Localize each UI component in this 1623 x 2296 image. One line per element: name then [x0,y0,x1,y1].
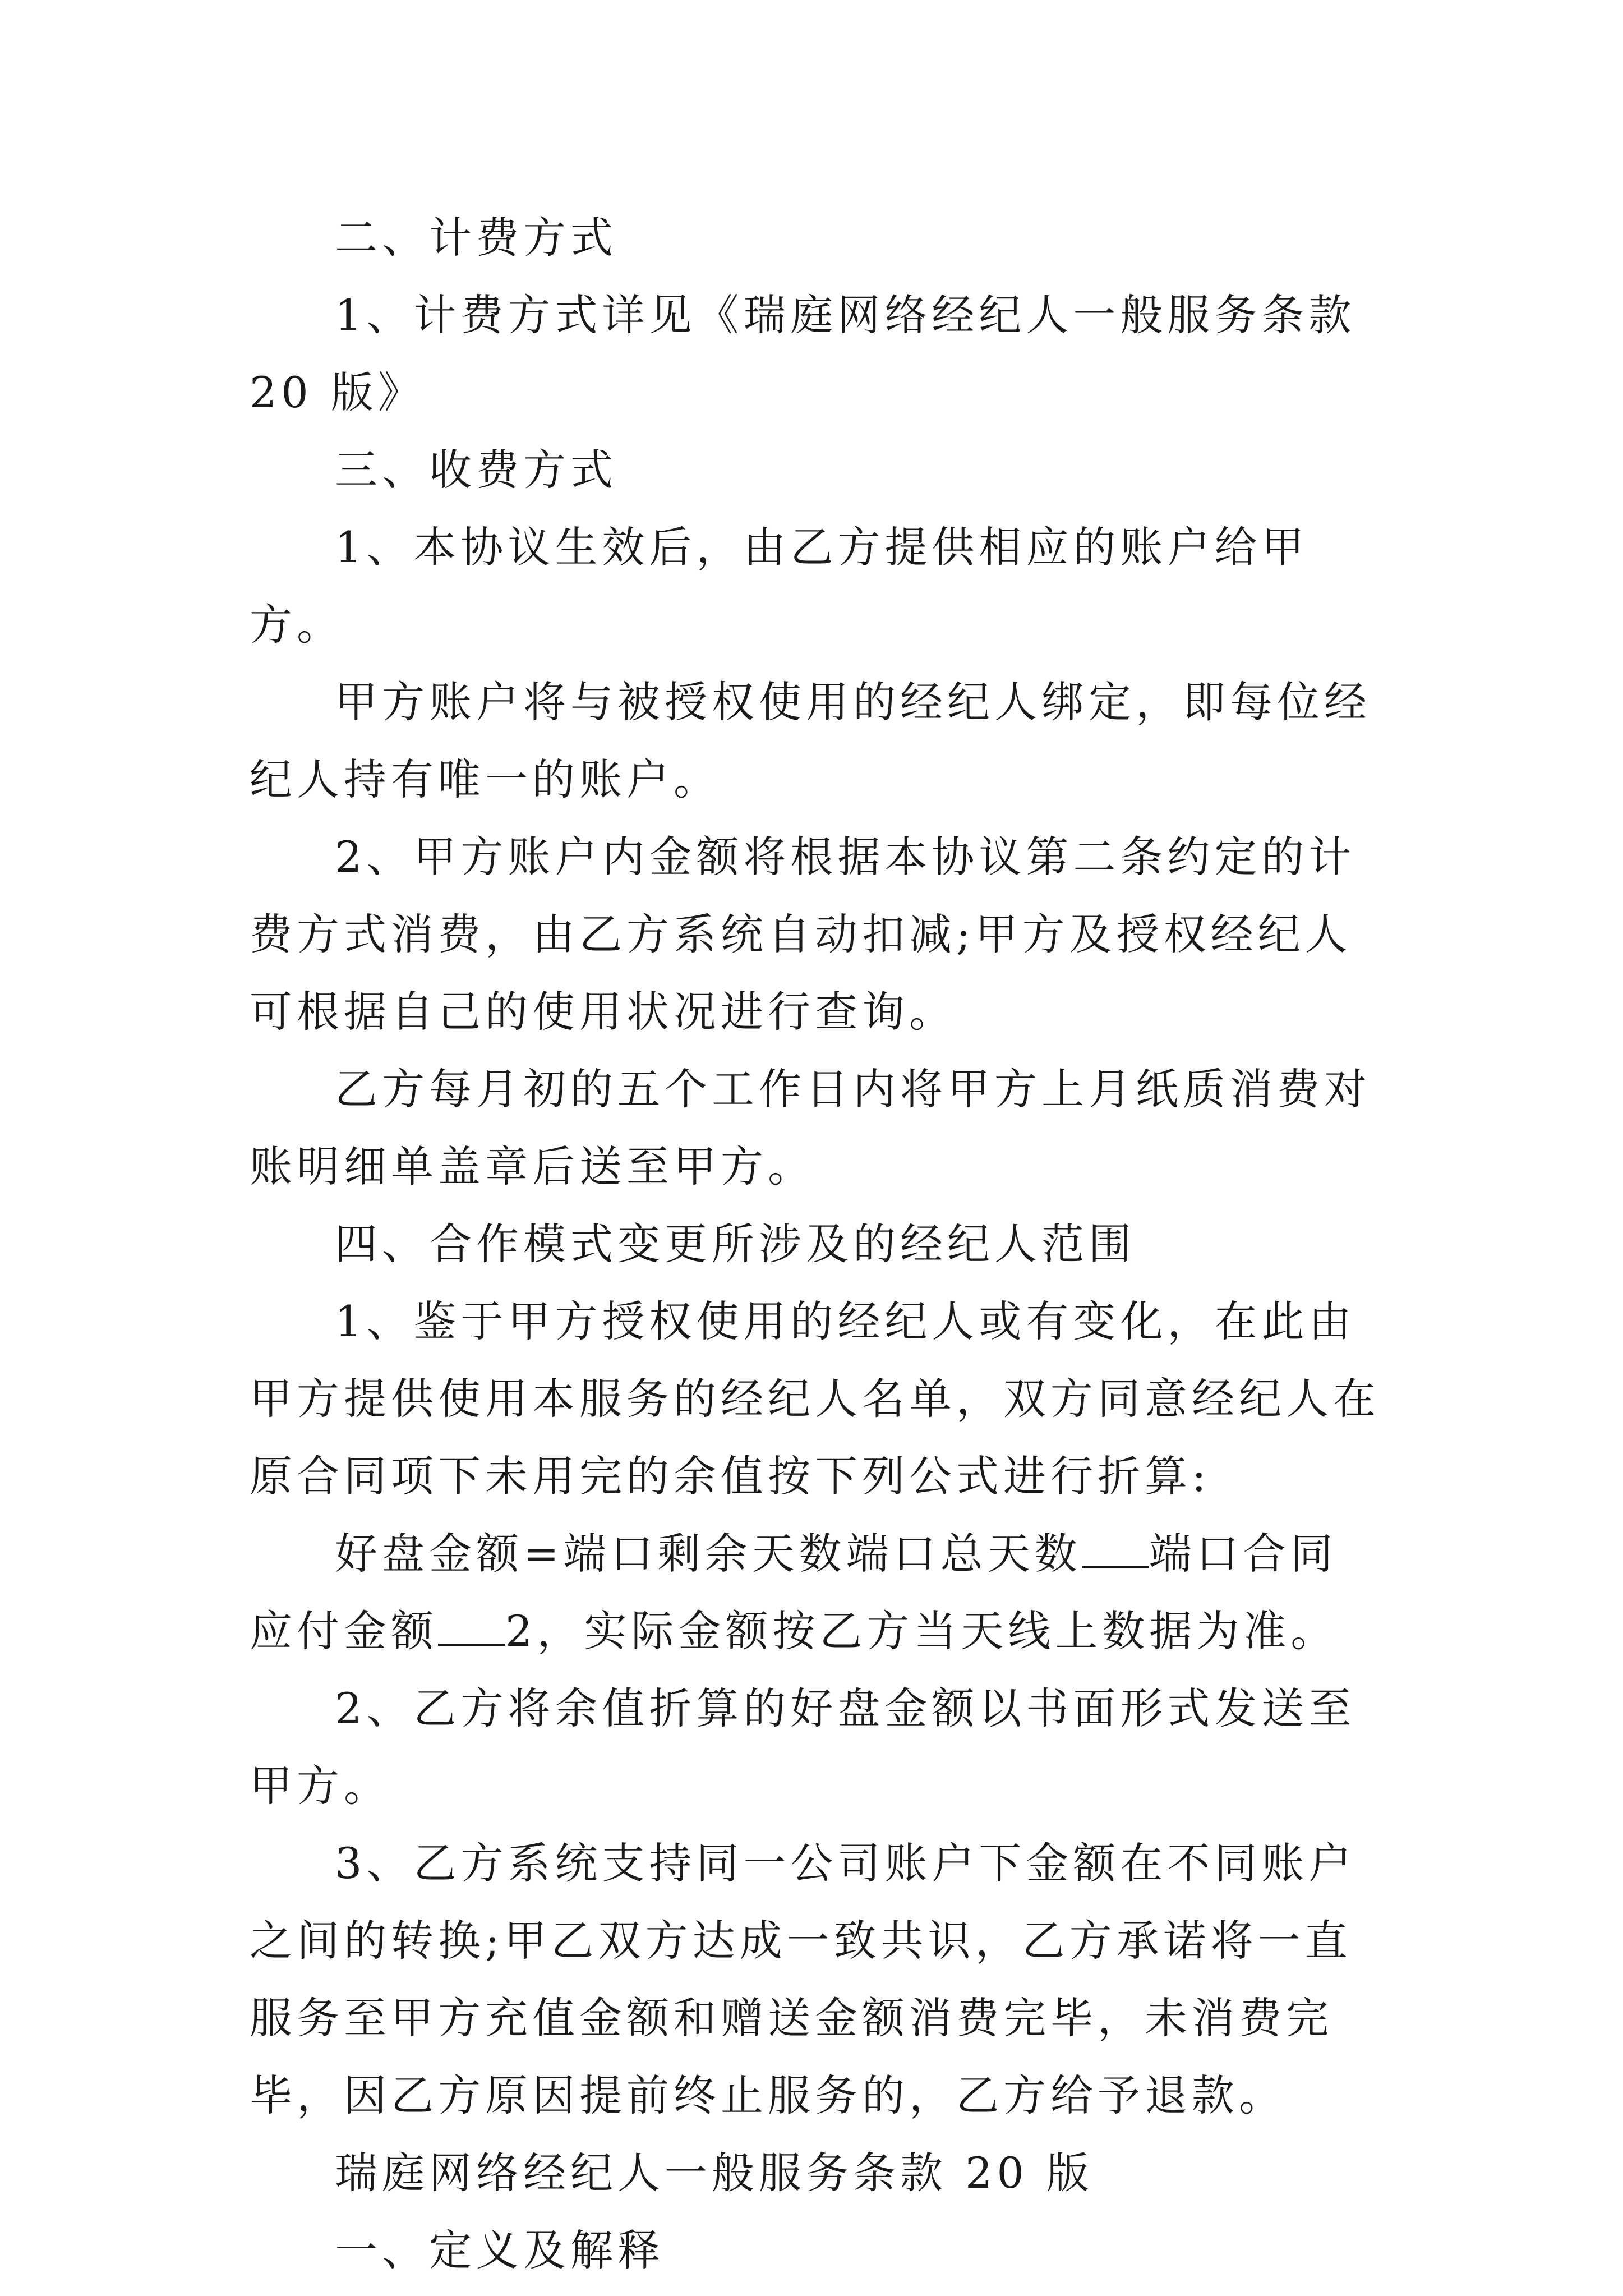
paragraph: 乙方每月初的五个工作日内将甲方上月纸质消费对账明细单盖章后送至甲方。 [250,1064,1371,1191]
section-heading-scope: 四、合作模式变更所涉及的经纪人范围 [335,1219,1136,1269]
paragraph: 3、乙方系统支持同一公司账户下金额在不同账户之间的转换;甲乙双方达成一致共识，乙方承诺将一直服务至甲方充值金额和赠送金额消费完毕，未消费完毕，因乙方原因提前终止服务的，乙方给予退款。 [250,1838,1356,2120]
section-heading-charging: 三、收费方式 [335,445,617,495]
formula-part-1: 好盘金额=端口剩余天数端口总天数 [335,1529,1082,1579]
section-heading-billing: 二、计费方式 [335,213,617,263]
paragraph: 1、计费方式详见《瑞庭网络经纪人一般服务条款 20 版》 [250,290,1356,417]
formula-part-2: 端口合同应付金额 [250,1529,1338,1656]
blank-line [438,1609,505,1646]
paragraph: 1、鉴于甲方授权使用的经纪人或有变化，在此由甲方提供使用本服务的经纪人名单，双方同意经纪人在原合同项下未用完的余值按下列公式进行折算: [250,1296,1380,1501]
paragraph: 2、乙方将余值折算的好盘金额以书面形式发送至甲方。 [250,1683,1356,1811]
section-heading-definitions: 一、定义及解释 [335,2225,665,2275]
formula-part-3: 2，实际金额按乙方当天线上数据为准。 [505,1606,1338,1656]
paragraph: 2、甲方账户内金额将根据本协议第二条约定的计费方式消费，由乙方系统自动扣减;甲方及授权经纪人可根据自己的使用状况进行查询。 [250,832,1356,1037]
terms-title: 瑞庭网络经纪人一般服务条款 20 版 [335,2148,1094,2198]
blank-line [1082,1531,1149,1568]
document-body [250,199,1382,2289]
formula-paragraph [250,1515,1382,1670]
paragraph: 1、本协议生效后，由乙方提供相应的账户给甲方。 [250,522,1309,650]
paragraph: 甲方账户将与被授权使用的经纪人绑定，即每位经纪人持有唯一的账户。 [250,677,1371,804]
